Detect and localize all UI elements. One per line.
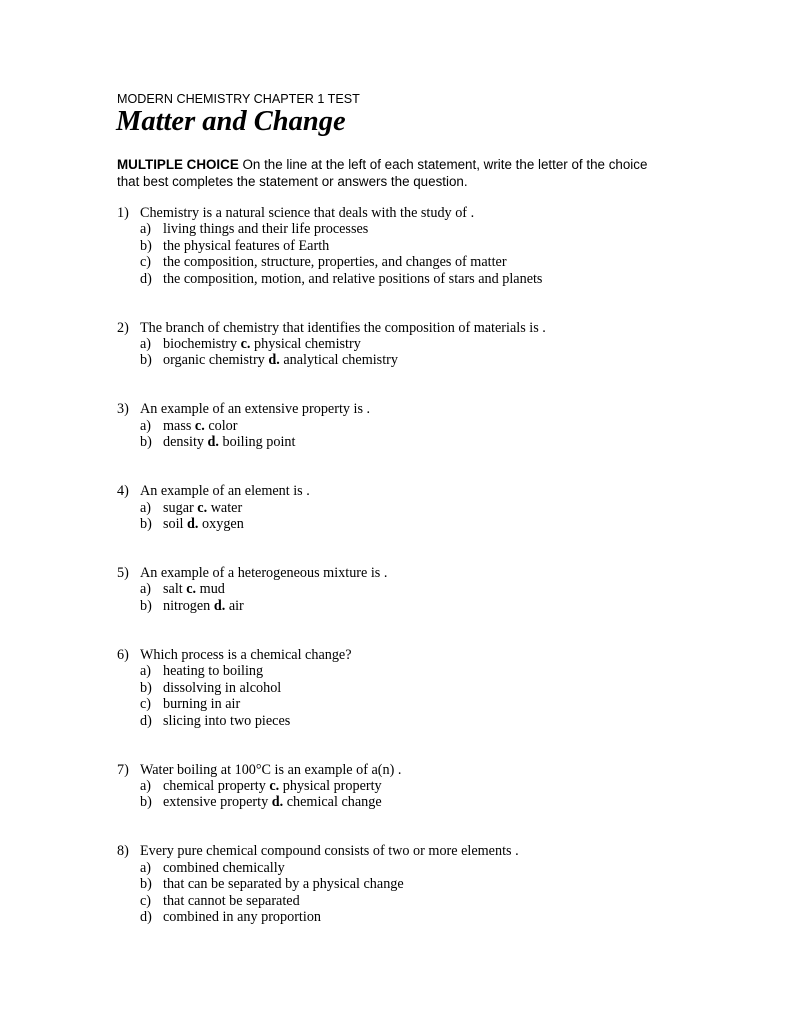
option-letter-inline: c. xyxy=(197,499,208,516)
option-letter: b) xyxy=(140,352,152,369)
question-number: 8) xyxy=(117,843,129,860)
question xyxy=(117,843,737,925)
question-number: 5) xyxy=(117,565,129,582)
question xyxy=(117,205,737,287)
option-letter: a) xyxy=(140,663,152,680)
option-letter: a) xyxy=(140,221,152,238)
option-text xyxy=(163,581,225,597)
question-text: Every pure chemical compound consists of two or more elements . xyxy=(140,843,519,860)
option-text-main: burning in air xyxy=(163,696,241,713)
option-letter-inline: c. xyxy=(186,581,197,598)
question-number: 4) xyxy=(117,483,129,500)
option-text-main: slicing into two pieces xyxy=(163,712,291,729)
question-text: An example of an element is . xyxy=(140,483,310,500)
option-text-rest: physical chemistry xyxy=(250,336,361,353)
question-line xyxy=(117,401,737,417)
option-letter: b) xyxy=(140,794,152,811)
option-text-main: combined chemically xyxy=(163,859,285,876)
option-text-main: sugar xyxy=(163,499,198,516)
answer-option xyxy=(117,860,737,876)
question xyxy=(117,401,737,450)
option-letter: b) xyxy=(140,597,152,614)
answer-option xyxy=(117,893,737,909)
question-line xyxy=(117,320,737,336)
answer-option xyxy=(117,778,737,794)
answer-option xyxy=(117,254,737,270)
option-text-main: the composition, motion, and relative positions of stars and planets xyxy=(163,270,543,287)
question-line xyxy=(117,647,737,663)
option-letter-inline: d. xyxy=(268,352,280,369)
option-letter: b) xyxy=(140,434,152,451)
answer-option xyxy=(117,271,737,287)
option-letter: a) xyxy=(140,859,152,876)
question-number: 2) xyxy=(117,319,129,336)
option-letter: b) xyxy=(140,876,152,893)
option-text xyxy=(163,909,321,925)
option-text-main: biochemistry xyxy=(163,336,241,353)
question-line xyxy=(117,762,737,778)
option-text xyxy=(163,352,398,368)
option-text xyxy=(163,434,295,450)
option-letter: a) xyxy=(140,417,152,434)
question-number: 7) xyxy=(117,761,129,778)
option-text-rest: boiling point xyxy=(218,434,296,451)
option-text xyxy=(163,713,290,729)
answer-option xyxy=(117,238,737,254)
option-text xyxy=(163,680,281,696)
option-text xyxy=(163,778,382,794)
option-letter: a) xyxy=(140,499,152,516)
question-text: An example of an extensive property is . xyxy=(140,401,371,418)
section-label: MULTIPLE CHOICE xyxy=(117,157,239,172)
option-text xyxy=(163,500,242,516)
option-text-main: that can be separated by a physical change xyxy=(163,876,404,893)
answer-option xyxy=(117,221,737,237)
option-text-main: combined in any proportion xyxy=(163,908,322,925)
question-text: Chemistry is a natural science that deals with the study of . xyxy=(140,205,475,221)
option-letter-inline: d. xyxy=(213,597,226,614)
answer-option xyxy=(117,680,737,696)
page-title: Matter and Change xyxy=(116,106,346,137)
option-text-main: heating to boiling xyxy=(163,663,264,680)
answer-option xyxy=(117,713,737,729)
question xyxy=(117,762,737,811)
answer-option xyxy=(117,434,737,450)
answer-option xyxy=(117,516,737,532)
answer-option xyxy=(117,500,737,516)
option-text-main: soil xyxy=(163,516,188,533)
option-text-rest: oxygen xyxy=(198,516,244,533)
option-text-rest: mud xyxy=(196,581,225,598)
option-text xyxy=(163,663,263,679)
question-line xyxy=(117,483,737,499)
option-text xyxy=(163,336,361,352)
answer-option xyxy=(117,794,737,810)
option-text xyxy=(163,516,244,532)
option-letter: c) xyxy=(140,892,152,909)
option-letter-inline: c. xyxy=(194,417,205,434)
option-letter: a) xyxy=(140,581,152,598)
question-number: 3) xyxy=(117,401,129,418)
answer-option xyxy=(117,418,737,434)
answer-option xyxy=(117,696,737,712)
option-text-main: chemical property xyxy=(163,777,270,794)
option-text xyxy=(163,221,368,237)
question-line xyxy=(117,205,737,221)
question-number: 1) xyxy=(117,205,129,221)
question-line xyxy=(117,843,737,859)
option-text xyxy=(163,893,300,909)
option-text-rest: chemical change xyxy=(283,794,382,811)
option-letter: b) xyxy=(140,516,152,533)
option-letter-inline: c. xyxy=(240,336,251,353)
question xyxy=(117,483,737,532)
answer-option xyxy=(117,909,737,925)
option-text-rest: analytical chemistry xyxy=(279,352,398,369)
option-text-main: density xyxy=(163,434,208,451)
option-text xyxy=(163,254,507,270)
option-letter: a) xyxy=(140,777,152,794)
answer-option xyxy=(117,598,737,614)
option-letter: a) xyxy=(140,336,152,353)
option-text-main: organic chemistry xyxy=(163,352,269,369)
option-text-main: salt xyxy=(163,581,187,598)
option-letter: d) xyxy=(140,712,152,729)
option-letter-inline: d. xyxy=(187,516,199,533)
answer-option xyxy=(117,352,737,368)
option-text xyxy=(163,418,237,434)
option-text xyxy=(163,876,404,892)
question-list xyxy=(117,205,737,958)
option-letter: c) xyxy=(140,254,152,271)
question xyxy=(117,320,737,369)
option-text-main: living things and their life processes xyxy=(163,221,369,238)
option-text-rest: air xyxy=(225,597,244,614)
option-text-rest: physical property xyxy=(279,777,382,794)
instructions xyxy=(117,156,657,190)
answer-option xyxy=(117,876,737,892)
option-text xyxy=(163,860,285,876)
option-letter-inline: d. xyxy=(207,434,219,451)
option-text xyxy=(163,271,542,287)
option-text-rest: water xyxy=(207,499,243,516)
option-text-main: that cannot be separated xyxy=(163,892,300,909)
question-text: An example of a heterogeneous mixture is . xyxy=(140,565,388,582)
question-text: Water boiling at 100°C is an example of a(n) . xyxy=(140,761,402,778)
option-letter: d) xyxy=(140,270,152,287)
option-text xyxy=(163,794,382,810)
question-text: Which process is a chemical change? xyxy=(140,646,352,663)
answer-option xyxy=(117,663,737,679)
question-text: The branch of chemistry that identifies the composition of materials is . xyxy=(140,319,546,336)
answer-option xyxy=(117,336,737,352)
option-letter-inline: c. xyxy=(269,777,280,794)
option-letter-inline: d. xyxy=(271,794,284,811)
option-letter: d) xyxy=(140,908,152,925)
option-text xyxy=(163,238,329,254)
question xyxy=(117,647,737,729)
option-text-main: mass xyxy=(163,417,195,434)
option-letter: b) xyxy=(140,237,152,254)
option-text-main: dissolving in alcohol xyxy=(163,679,282,696)
option-text xyxy=(163,598,244,614)
question xyxy=(117,565,737,614)
test-header: MODERN CHEMISTRY CHAPTER 1 TEST xyxy=(117,92,360,106)
option-text-main: extensive property xyxy=(163,794,272,811)
question-number: 6) xyxy=(117,646,129,663)
option-letter: c) xyxy=(140,696,152,713)
option-text-rest: color xyxy=(204,417,238,434)
option-text-main: the composition, structure, properties, and changes of matter xyxy=(163,254,507,271)
option-text-main: nitrogen xyxy=(163,597,214,614)
question-line xyxy=(117,565,737,581)
option-letter: b) xyxy=(140,679,152,696)
option-text-main: the physical features of Earth xyxy=(163,237,330,254)
option-text xyxy=(163,696,240,712)
instructions-text: On the line at the left of each statement, write the letter of the choice that best completes the statement or answers the question. xyxy=(117,157,648,189)
answer-option xyxy=(117,581,737,597)
